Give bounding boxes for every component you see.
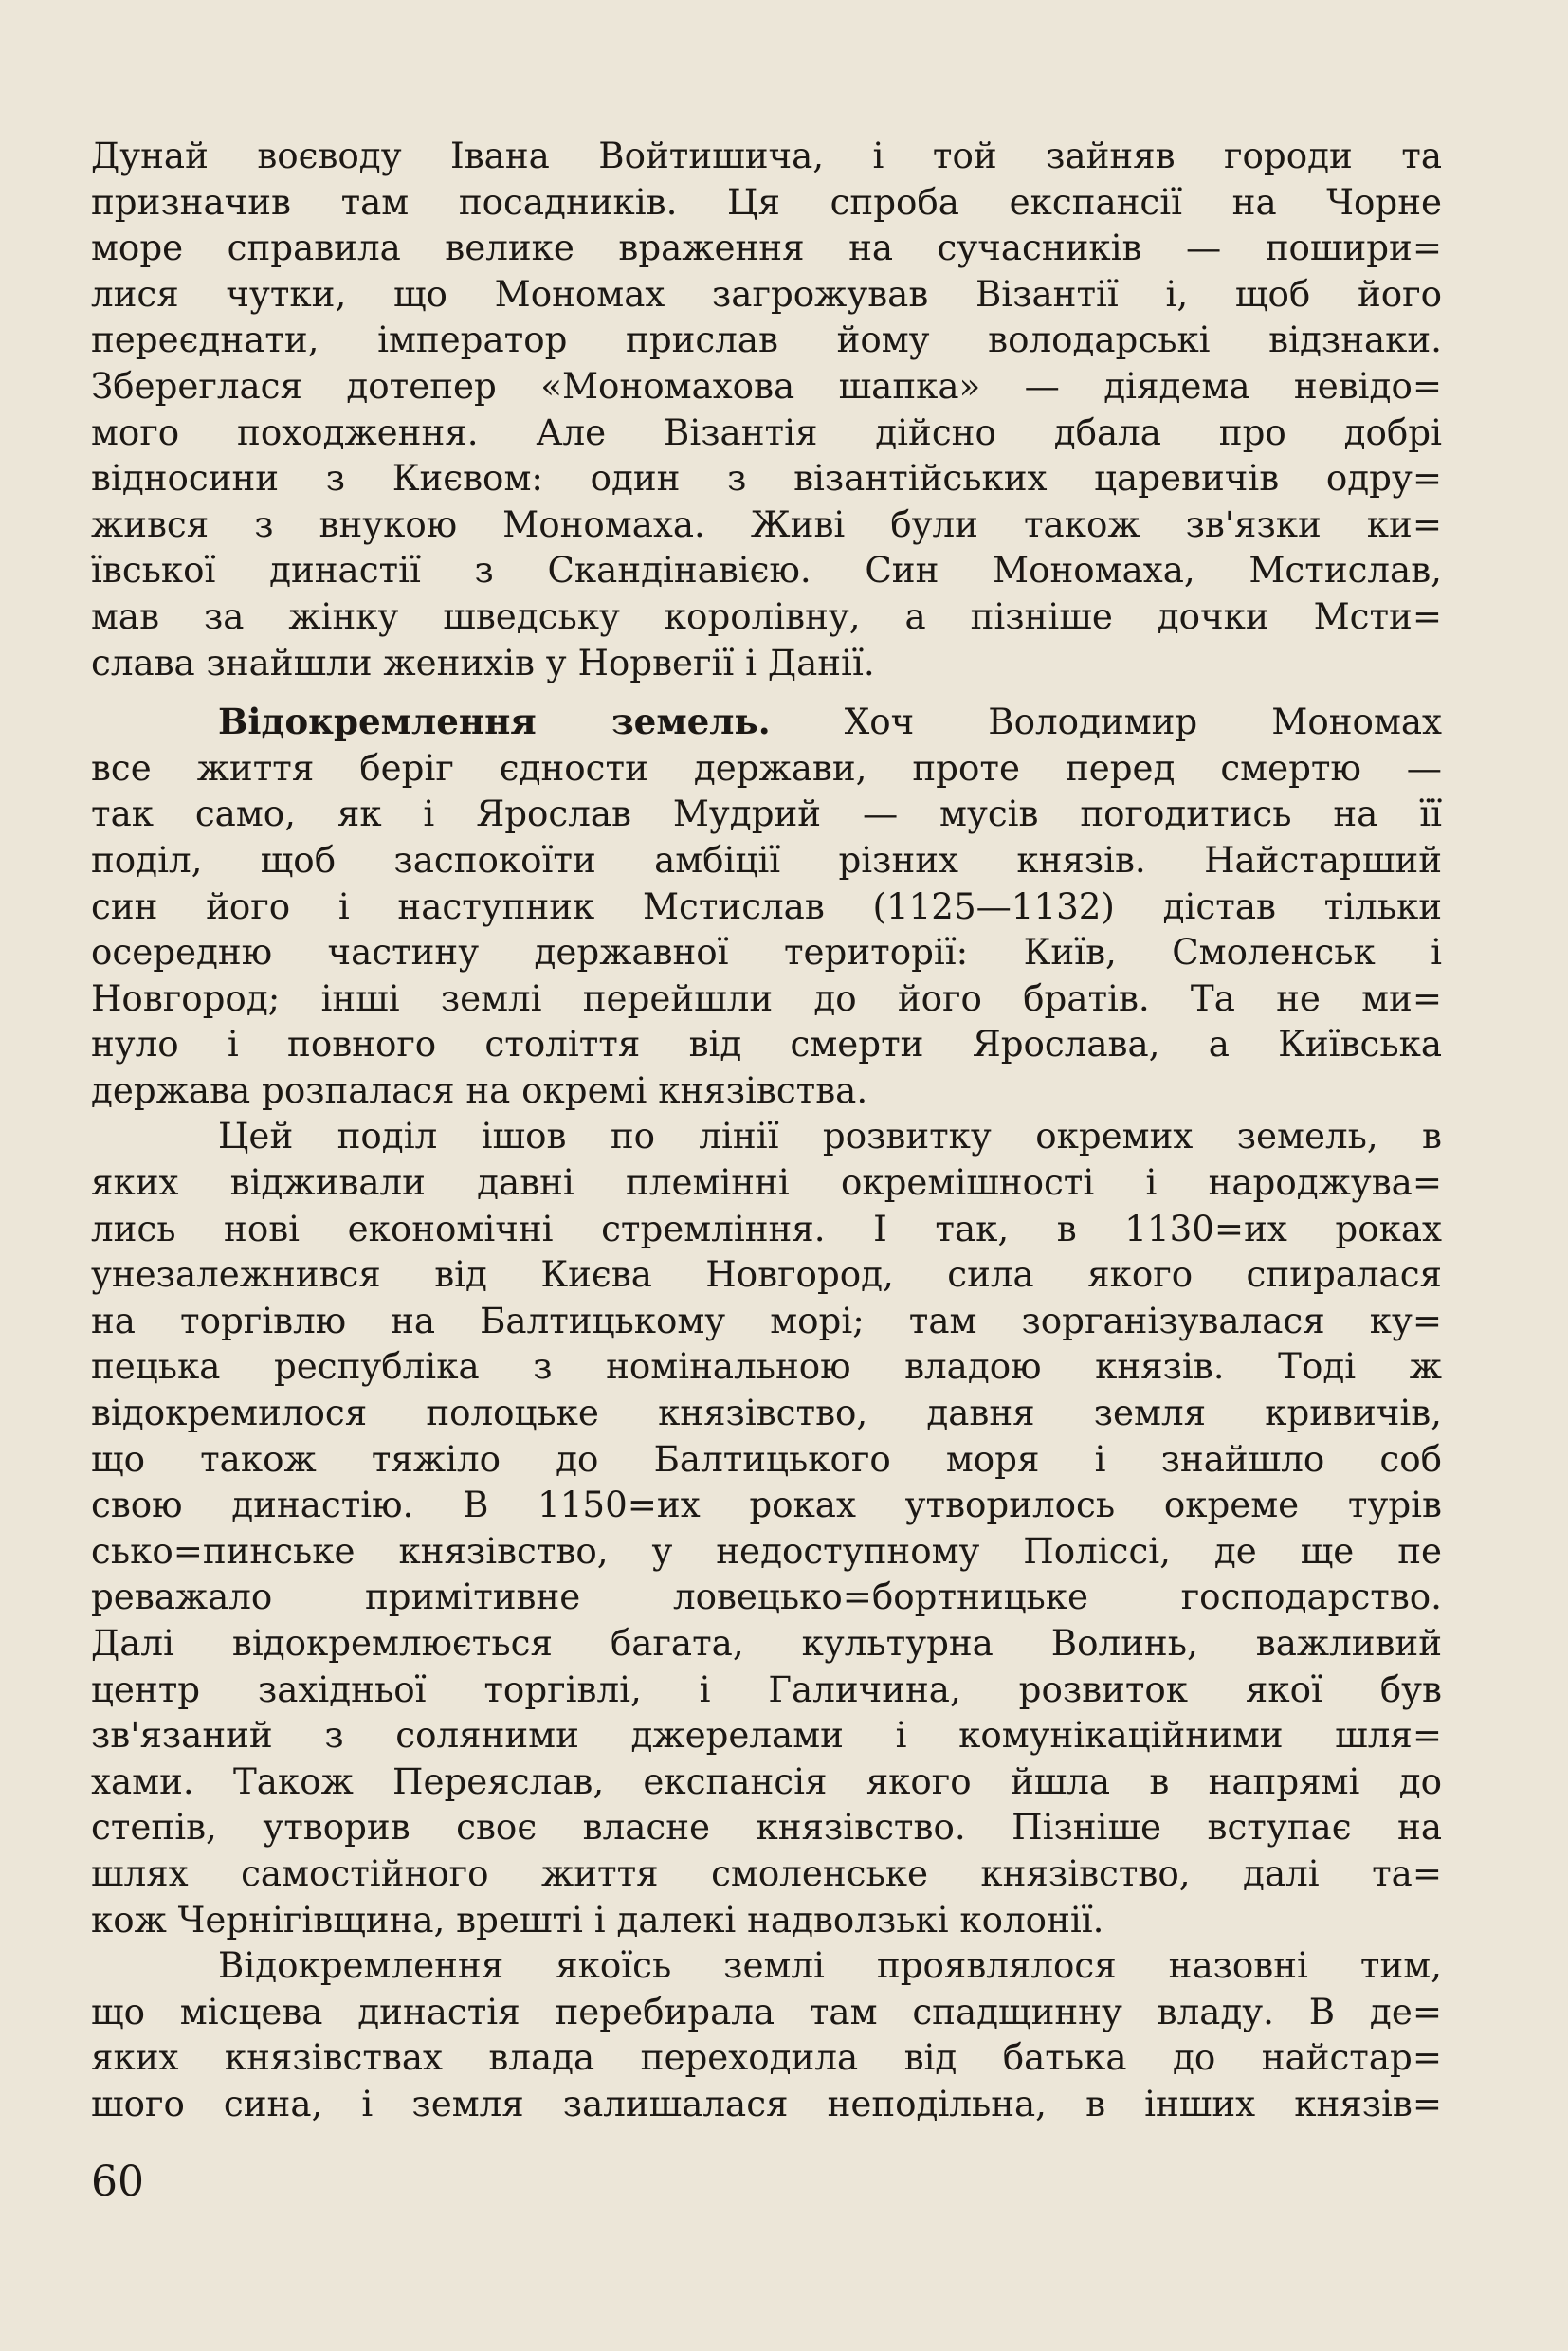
text-line: море справила велике враження на сучасників — пошири= bbox=[91, 227, 1442, 269]
text-line: все життя беріг єдности держави, проте перед смертю — bbox=[91, 746, 1442, 789]
text-line: нуло і повного століття від смерти Ярослава, а Київська bbox=[91, 1023, 1442, 1066]
text-line: син його і наступник Мстислав (1125—1132) дістав тільки bbox=[91, 884, 1442, 927]
text-line: що також тяжіло до Балтицького моря і знайшло соб bbox=[91, 1437, 1442, 1480]
section-heading: Відокремлення земель. bbox=[218, 701, 771, 743]
text-line: шлях самостійного життя смоленське князівство, далі та= bbox=[91, 1851, 1442, 1894]
text-line: що місцева династія перебирала там спадщинну владу. В де= bbox=[91, 1990, 1442, 2032]
text-line: Відокремлення якоїсь землі проявлялося назовні тим, bbox=[218, 1944, 1442, 1987]
text-line: кож Чернігівщина, врешті і далекі надволзькі колонії. bbox=[91, 1898, 1104, 1941]
text-line: Дунай воєводу Івана Войтишича, і той зайняв городи та bbox=[91, 135, 1442, 176]
text-line: яких відживали давні племінні окремішності і народжува= bbox=[91, 1161, 1442, 1204]
text-line: Далі відокремлюється багата, культурна Волинь, важливий bbox=[91, 1622, 1442, 1664]
paragraph-1 bbox=[91, 133, 1442, 685]
text-line: Цей поділ ішов по лінії розвитку окремих земель, в bbox=[218, 1115, 1442, 1157]
paragraph-3 bbox=[91, 1113, 1442, 1942]
text-line: мого походження. Але Візантія дійсно дбала про добрі bbox=[91, 410, 1442, 453]
paragraph-4 bbox=[91, 1942, 1442, 2126]
text-line: лись нові економічні стремління. І так, в 1130=их роках bbox=[91, 1207, 1442, 1249]
text-line: переєднати, імператор прислав йому володарські відзнаки. bbox=[91, 319, 1442, 361]
text-line: унезалежнився від Києва Новгород, сила якого спиралася bbox=[91, 1253, 1442, 1296]
heading-line-text: Хоч Володимир Мономах bbox=[844, 701, 1443, 743]
text-line: відокремилося полоцьке князівство, давня земля кривичів, bbox=[91, 1392, 1442, 1434]
text-line: Збереглася дотепер «Мономахова шапка» — діядема невідо= bbox=[91, 364, 1442, 407]
text-line: поділ, щоб заспокоїти амбіції різних князів. Найстарший bbox=[91, 838, 1442, 881]
text-line: мав за жінку шведську королівну, а пізніше дочки Мсти= bbox=[91, 594, 1442, 637]
text-line: лися чутки, що Мономах загрожував Візантії і, щоб його bbox=[91, 272, 1442, 315]
text-line: жився з внукою Мономаха. Живі були також зв'язки ки= bbox=[91, 502, 1442, 545]
text-line: шого сина, і земля залишалася неподільна, в інших князів= bbox=[91, 2082, 1442, 2124]
text-line: ївської династії з Скандінавією. Син Мономаха, Мстислав, bbox=[91, 549, 1442, 592]
body-text bbox=[91, 133, 1442, 2127]
text-line: Новгород; інші землі перейшли до його братів. Та не ми= bbox=[91, 976, 1442, 1019]
text-line: хами. Також Переяслав, експансія якого йшла в напрямі до bbox=[91, 1759, 1442, 1802]
paragraph-2 bbox=[91, 699, 1442, 1113]
text-line: так само, як і Ярослав Мудрий — мусів погодитись на її bbox=[91, 793, 1442, 835]
text-line: сько=пинське князівство, у недоступному Поліссі, де ще пе bbox=[91, 1529, 1442, 1572]
page-number: 60 bbox=[91, 2158, 144, 2206]
text-line: степів, утворив своє власне князівство. Пізніше вступає на bbox=[91, 1806, 1442, 1849]
text-line: призначив там посадників. Ця спроба експансії на Чорне bbox=[91, 180, 1442, 223]
text-line: пецька республіка з номінальною владою князів. Тоді ж bbox=[91, 1345, 1442, 1388]
text-line: слава знайшли женихів у Норвегії і Данії. bbox=[91, 641, 875, 683]
text-line: яких князівствах влада переходила від батька до найстар= bbox=[91, 2036, 1442, 2079]
text-line: держава розпалася на окремі князівства. bbox=[91, 1068, 868, 1111]
text-line: відносини з Києвом: один з візантійських царевичів одру= bbox=[91, 457, 1442, 500]
text-line: зв'язаний з соляними джерелами і комунікаційними шля= bbox=[91, 1714, 1442, 1757]
text-line: центр західньої торгівлі, і Галичина, розвиток якої був bbox=[91, 1668, 1442, 1710]
section-heading-line bbox=[91, 699, 1442, 745]
text-line: реважало примітивне ловецько=бортницьке господарство. bbox=[91, 1576, 1442, 1618]
text-line: осередню частину державної території: Київ, Смоленськ і bbox=[91, 931, 1442, 974]
text-line: свою династію. В 1150=их роках утворилось окреме турів bbox=[91, 1484, 1442, 1526]
text-line: на торгівлю на Балтицькому морі; там зорганізувалася ку= bbox=[91, 1299, 1442, 1341]
